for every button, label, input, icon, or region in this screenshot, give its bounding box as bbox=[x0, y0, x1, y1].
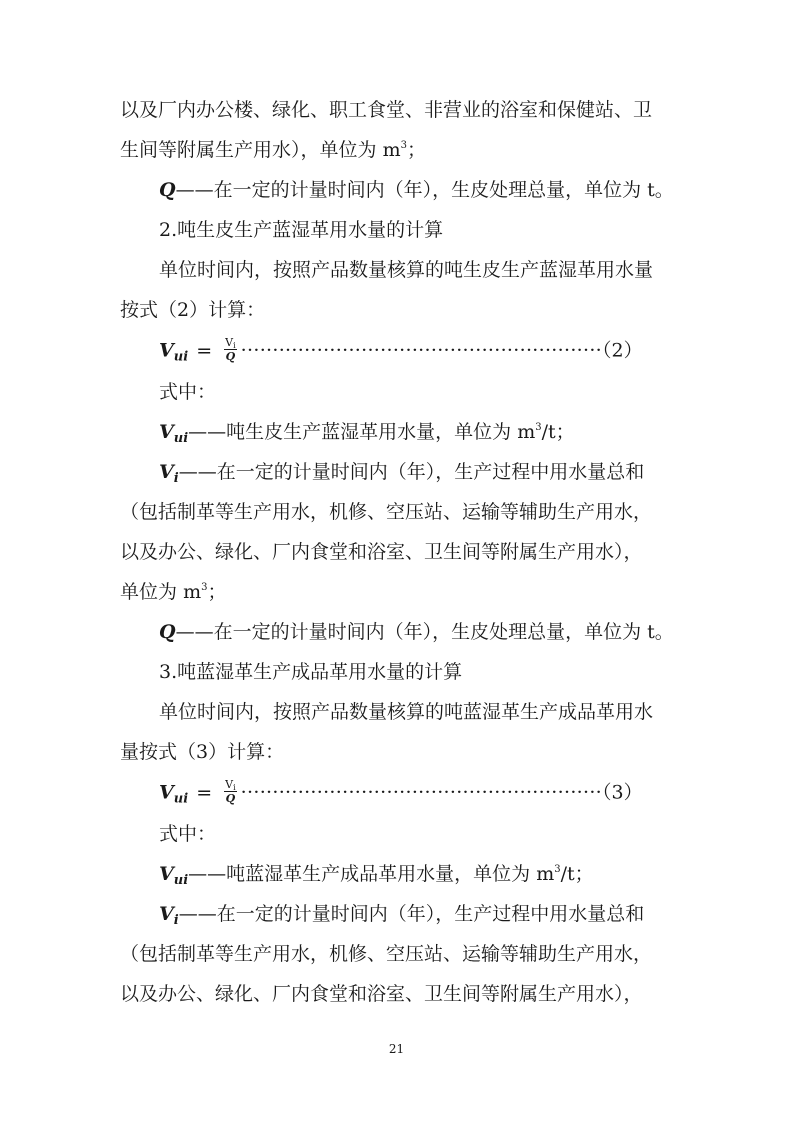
definition-line: $V_{ui}——$吨蓝湿革生产成品革用水量，单位为 $m^3/t$； bbox=[159, 863, 594, 888]
section-heading: 3.吨蓝湿革生产成品革用水量的计算 bbox=[159, 661, 463, 683]
text-line: 以及厂内办公楼、绿化、职工食堂、非营业的浴室和保健站、卫 bbox=[120, 99, 653, 121]
text-line: （包括制革等生产用水，机修、空压站、运输等辅助生产用水， bbox=[120, 501, 653, 523]
text-line: 单位为 $m^3$； bbox=[120, 581, 227, 603]
text-line: 生间等附属生产用水），单位为 $m^3$； bbox=[120, 139, 426, 161]
formula-3: $V_{ui}$ = $\frac{V_i}{Q}$ ·························································（3） bbox=[159, 778, 643, 807]
text-line: 单位时间内，按照产品数量核算的吨生皮生产蓝湿革用水量 bbox=[159, 259, 654, 281]
text-line: （包括制革等生产用水，机修、空压站、运输等辅助生产用水， bbox=[120, 943, 653, 965]
text-line: 按式（2）计算： bbox=[120, 299, 266, 321]
text-line: 以及办公、绿化、厂内食堂和浴室、卫生间等附属生产用水）， bbox=[120, 541, 643, 563]
text-line: 量按式（3）计算： bbox=[120, 741, 285, 763]
formula-2: $V_{ui}$ = $\frac{V_i}{Q}$ ·························································（2） bbox=[159, 336, 643, 365]
definition-line: $V_{ui}——$吨生皮生产蓝湿革用水量，单位为 $m^3/t$； bbox=[159, 421, 575, 446]
page-number: 21 bbox=[388, 1042, 405, 1056]
text-line: 以及办公、绿化、厂内食堂和浴室、卫生间等附属生产用水）， bbox=[120, 983, 643, 1005]
definition-line: $V_i——$在一定的计量时间内（年），生产过程中用水量总和 bbox=[159, 461, 645, 486]
text-line: 式中： bbox=[159, 823, 217, 845]
text-line: 式中： bbox=[159, 381, 217, 403]
fraction: $\frac{V_i}{Q}$ bbox=[225, 778, 236, 805]
definition-line: $V_i——$在一定的计量时间内（年），生产过程中用水量总和 bbox=[159, 903, 645, 928]
definition-line: Q——在一定的计量时间内（年），生皮处理总量，单位为 t。 bbox=[159, 179, 674, 201]
definition-line: Q——在一定的计量时间内（年），生皮处理总量，单位为 t。 bbox=[159, 621, 674, 643]
fraction: $\frac{V_i}{Q}$ bbox=[225, 336, 236, 363]
section-heading: 2.吨生皮生产蓝湿革用水量的计算 bbox=[159, 219, 444, 241]
text-line: 单位时间内，按照产品数量核算的吨蓝湿革生产成品革用水 bbox=[159, 701, 654, 723]
